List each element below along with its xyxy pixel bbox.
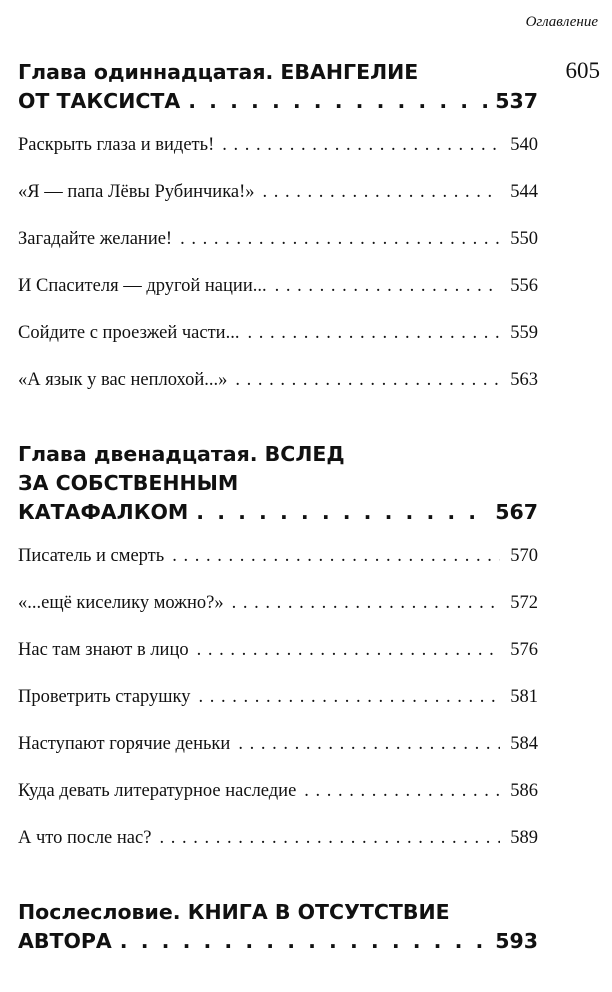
toc-entry[interactable] (18, 721, 538, 768)
chapter-12 (18, 440, 538, 862)
toc-entry[interactable] (18, 815, 538, 862)
toc-entry[interactable] (18, 216, 538, 263)
entry-title: А что после нас? (18, 828, 152, 848)
page-number: 605 (565, 58, 600, 83)
entry-title: «А язык у вас неплохой...» (18, 370, 228, 390)
dot-leader (238, 721, 500, 768)
chapter-title-end: КАТАФАЛКОМ (18, 500, 189, 524)
afterword (18, 898, 538, 956)
chapter-title-end: ОТ ТАКСИСТА (18, 89, 181, 113)
dot-leader (199, 674, 501, 721)
chapter-11 (18, 58, 538, 404)
chapter-title-last-line[interactable] (18, 87, 538, 116)
dot-leader (235, 357, 500, 404)
dot-leader (196, 498, 487, 527)
dot-leader (263, 169, 501, 216)
chapter-title-line: Глава одиннадцатая. ЕВАНГЕЛИЕ (18, 60, 419, 84)
entry-page: 559 (510, 323, 538, 343)
entry-title: Сойдите с проезжей части... (18, 323, 240, 343)
entry-title: Раскрыть глаза и видеть! (18, 135, 215, 155)
dot-leader (275, 263, 501, 310)
toc-entry[interactable] (18, 122, 538, 169)
entry-title: Наступают горячие деньки (18, 734, 231, 754)
dot-leader (232, 580, 501, 627)
toc-entry[interactable] (18, 674, 538, 721)
entry-page: 576 (510, 640, 538, 660)
chapter-title-line: ЗА СОБСТВЕННЫМ (18, 471, 239, 495)
dot-leader (159, 815, 500, 862)
entry-page: 570 (510, 546, 538, 566)
entry-page: 563 (510, 370, 538, 390)
entry-page: 586 (510, 781, 538, 801)
toc-entry[interactable] (18, 533, 538, 580)
entry-title: Нас там знают в лицо (18, 640, 189, 660)
toc-entry[interactable] (18, 169, 538, 216)
table-of-contents (18, 58, 538, 992)
entry-page: 572 (510, 593, 538, 613)
entry-page: 589 (510, 828, 538, 848)
entry-page: 540 (510, 135, 538, 155)
dot-leader (172, 533, 500, 580)
entry-page: 556 (510, 276, 538, 296)
chapter-title-end: АВТОРА (18, 929, 112, 953)
dot-leader (180, 216, 500, 263)
chapter-page: 593 (495, 929, 538, 953)
entry-title: Проветрить старушку (18, 687, 191, 707)
dot-leader (304, 768, 500, 815)
dot-leader (197, 627, 501, 674)
dot-leader (188, 87, 487, 116)
toc-entry[interactable] (18, 310, 538, 357)
chapter-title-last-line[interactable] (18, 927, 538, 956)
dot-leader (120, 927, 487, 956)
toc-entry[interactable] (18, 768, 538, 815)
chapter-page: 537 (495, 89, 538, 113)
entry-page: 550 (510, 229, 538, 249)
toc-entry[interactable] (18, 627, 538, 674)
toc-entry[interactable] (18, 263, 538, 310)
entry-title: Куда девать литературное наследие (18, 781, 297, 801)
chapter-page: 567 (495, 500, 538, 524)
dot-leader (247, 310, 500, 357)
entry-title: «...ещё киселику можно?» (18, 593, 224, 613)
entry-page: 544 (510, 182, 538, 202)
dot-leader (222, 122, 500, 169)
entry-title: И Спасителя — другой нации... (18, 276, 267, 296)
toc-entry[interactable] (18, 580, 538, 627)
entry-page: 584 (510, 734, 538, 754)
chapter-title-last-line[interactable] (18, 498, 538, 527)
entry-page: 581 (510, 687, 538, 707)
entry-title: «Я — папа Лёвы Рубинчика!» (18, 182, 255, 202)
chapter-title-line: Послесловие. КНИГА В ОТСУТСТВИЕ (18, 900, 450, 924)
toc-entry[interactable] (18, 357, 538, 404)
entry-title: Загадайте желание! (18, 229, 173, 249)
entry-title: Писатель и смерть (18, 546, 165, 566)
chapter-title-line: Глава двенадцатая. ВСЛЕД (18, 442, 345, 466)
running-head: Оглавление (525, 14, 598, 30)
